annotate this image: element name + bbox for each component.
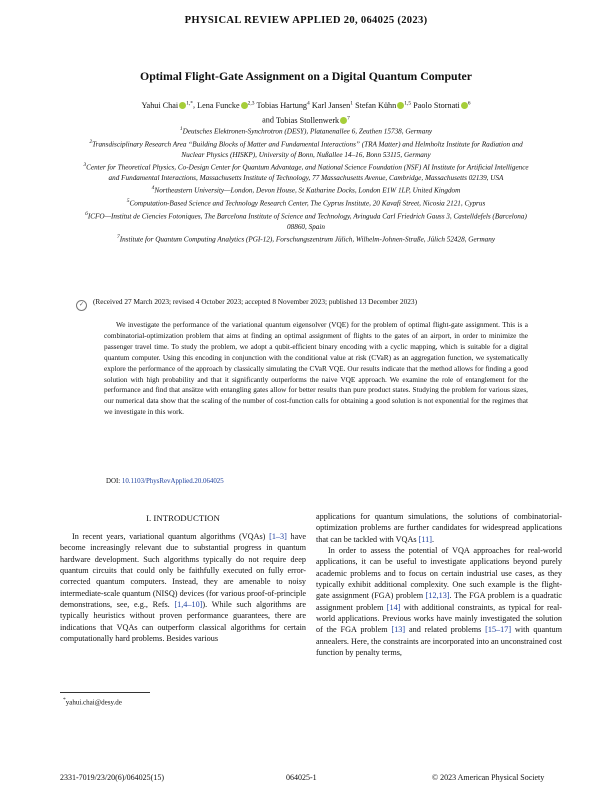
citation-link[interactable]: [14] xyxy=(386,602,401,612)
right-column xyxy=(316,511,562,658)
abstract: We investigate the performance of the variational quantum eigensolver (VQE) for the problem of optimal flight-gate assignment. This is a combinatorial-optimization problem that aims at finding an optimal assignment of flights to the gates of an airport, in order to minimize the passenger travel time. To study the problem, we adopt a qubit-efficient binary encoding with a cyclic mapping, which is suitable for a digital quantum computer. Using this encoding in conjunction with the conditional value at risk (CVaR) as an aggregation function, we systematically explore the performance of the approach by classically simulating the CVaR VQE. Our results indicate that the method allows for finding a good solution with high probability and that it significantly outperforms the naive VQE approach. We examine the role of entanglement for the performance and find that ansätze with entangling gates allow for better results than pure product states. Studying the problem for various sizes, our numerical data show that the scaling of the number of cost-function calls for obtaining a good solution is not exponential for the regimes that we investigate in this work. xyxy=(104,321,528,417)
citation-link[interactable]: [1,4–10] xyxy=(174,600,203,610)
affiliation: $^7$Institute for Quantum Computing Analytics (PGI-12), Forschungszentrum Jülich, Wilhelm-Johnen-Straße, Jülich 52428, Germany xyxy=(116,234,496,244)
paper-title: Optimal Flight-Gate Assignment on a Digital Quantum Computer xyxy=(140,69,472,83)
section-heading: I. INTRODUCTION xyxy=(146,513,220,523)
paragraph: In order to assess the potential of VQA approaches for real-world applications, it can be useful to investigate applications beyond purely academic problems and to focus on certain industrial use cases, as they typically exhibit additional complexity. One such example is the flight-gate assignment (FGA) problem [12,13]. The FGA problem is a quadratic assignment problem [14] with additional constraints, as typical for real-world applications. Previous works have mainly investigated the solution of the FGA problem [13] and related problems [15–17] with quantum annealers. Here, the constraints are incorporated into an unconstrained cost function by penalty terms, xyxy=(316,546,563,658)
affiliation: $^1$Deutsches Elektronen-Synchrotron (DESY), Platanenallee 6, Zeuthen 15738, Germany xyxy=(179,126,433,136)
author: Lena Funcke $^{2,3}$ xyxy=(197,100,255,110)
author: Tobias Hartung$^4$ xyxy=(256,100,310,110)
author: Stefan Kühn $^{1,5}$ xyxy=(355,100,412,110)
author: Tobias Stollenwerk $^7$ xyxy=(275,115,350,125)
affiliation: $^4$Northeastern University—London, Devon House, St Katharine Docks, London E1W 1LP, United Kingdom xyxy=(151,185,461,195)
paragraph: applications for quantum simulations, the solutions of combinatorial-optimization problems are further candidates for widespread applications that can be tackled with VQAs [11]. xyxy=(316,512,562,544)
copyright: © 2023 American Physical Society xyxy=(432,773,545,782)
affiliation: $^5$Computation-Based Science and Technology Research Center, The Cyprus Institute, 20 Kavafi Street, Nicosia 2121, Cyprus xyxy=(126,198,486,208)
affiliation: $^3$Center for Theoretical Physics, Co-Design Center for Quantum Advantage, and National Science Foundation (NSF) AI Institute for Artificial Intelligence and Fundamental Interactions, Massachusetts Institute of Technology, 77 Massachusetts Avenue, Cambridge, Massachusetts 02139, USA xyxy=(83,162,529,182)
author: Paolo Stornati $^6$ xyxy=(413,100,471,110)
citation-link[interactable]: [15–17] xyxy=(485,625,512,635)
orcid-icon[interactable] xyxy=(461,102,468,109)
footnote-divider xyxy=(60,692,150,693)
email-link[interactable]: yahui.chai@desy.de xyxy=(65,698,122,707)
doi-line: DOI: 10.1103/PhysRevApplied.20.064025 xyxy=(106,478,224,485)
footer-issn: 2331-7019/23/20(6)/064025(15) xyxy=(60,773,164,782)
orcid-icon[interactable] xyxy=(241,102,248,109)
paragraph: In recent years, variational quantum algorithms (VQAs) [1–3] have become increasingly relevant due to substantial progress in quantum hardware development. Such algorithms typically do not require deep quantum circuits that could only be faithfully executed on fully error-corrected quantum computers. Instead, they are amenable to noisy intermediate-scale quantum (NISQ) devices (for various proof-of-principle demonstrations, see, e.g., Refs. [1,4–10]). While such algorithms are typically heuristics without proven performance guarantees, there are indications that VQAs can outperform classical algorithms for certain computationally hard problems. Besides various xyxy=(60,532,306,644)
citation-link[interactable]: [1–3] xyxy=(269,532,287,541)
received-dates: ✓ (Received 27 March 2023; revised 4 October 2023; accepted 8 November 2023; published 13 December 2023) xyxy=(76,297,536,311)
author-list: Yahui Chai $^{1,*}$, Lena Funcke $^{2,3}$ Tobias Hartung$^4$ Karl Jansen$^1$ Stefan Kühn $^{1,5}$ Paolo Stornati $^6$ and Tobias Stollenwerk $^7$ xyxy=(141,100,471,125)
citation-link[interactable]: [11] xyxy=(418,534,432,544)
doi-link[interactable]: 10.1103/PhysRevApplied.20.064025 xyxy=(121,478,224,485)
footnote: *yahui.chai@desy.de xyxy=(63,697,122,707)
page-number: 064025-1 xyxy=(286,773,317,782)
affiliations xyxy=(82,124,530,245)
citation-link[interactable]: [12,13] xyxy=(425,591,450,601)
affiliation: $^6$ICFO—Institut de Ciencies Fotoniques, The Barcelona Institute of Science and Technology, Avinguda Carl Friedrich Gauss 3, Castelldefels (Barcelona) 08860, Spain xyxy=(85,210,527,231)
left-column xyxy=(60,531,306,644)
author: Yahui Chai $^{1,*}$ xyxy=(141,100,194,110)
journal-header: PHYSICAL REVIEW APPLIED 20, 064025 (2023) xyxy=(184,15,428,26)
affiliation: $^2$Transdisciplinary Research Area “Building Blocks of Matter and Fundamental Interactions” (TRA Matter) and Helmholtz Institute for Radiation and Nuclear Physics (HISKP), University of Bonn, Nußallee 14–16, Bonn 53115, Germany xyxy=(89,138,523,159)
author: Karl Jansen$^1$ xyxy=(311,100,354,110)
citation-link[interactable]: [13] xyxy=(391,625,406,635)
crossmark-icon[interactable]: ✓ xyxy=(76,300,87,311)
